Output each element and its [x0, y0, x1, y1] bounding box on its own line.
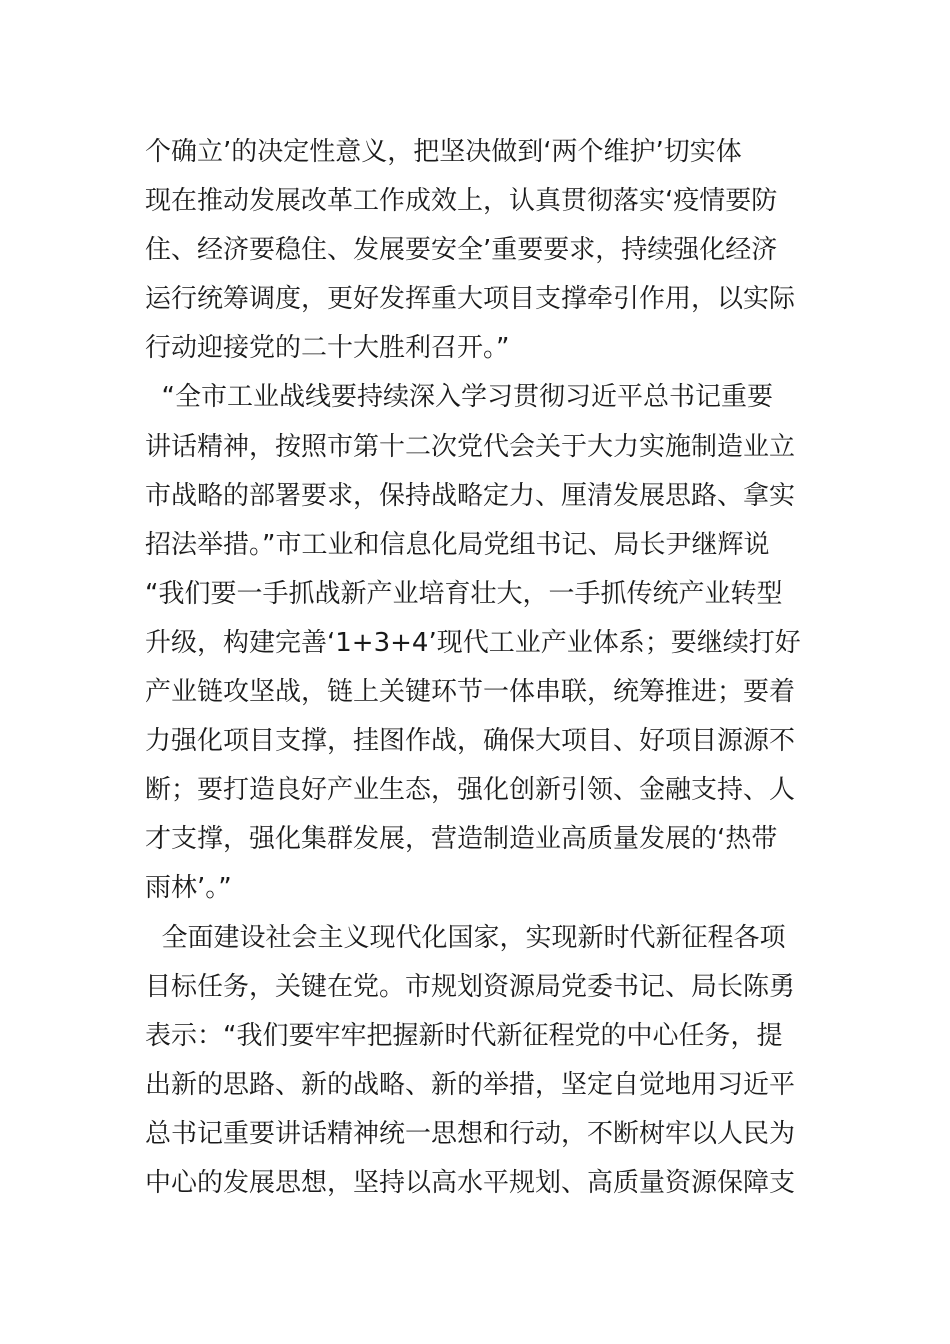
- text-line: 运行统筹调度，更好发挥重大项目支撑牵引作用，以实际: [145, 284, 796, 315]
- text-line: 住、经济要稳住、发展要安全’重要要求，持续强化经济: [145, 235, 778, 266]
- text-line: 总书记重要讲话精神统一思想和行动，不断树牢以人民为: [145, 1118, 796, 1149]
- text-line: 市战略的部署要求，保持战略定力、厘清发展思路、拿实: [145, 480, 796, 511]
- text-line: 雨林’。”: [145, 873, 232, 904]
- text-line: 个确立’的决定性意义，把坚决做到‘两个维护’切实体: [145, 137, 742, 167]
- text-line: 表示：“我们要牢牢把握新时代新征程党的中心任务，提: [145, 1020, 783, 1051]
- text-line: “全市工业战线要持续深入学习贯彻习近平总书记重要: [145, 382, 773, 413]
- body-text: [145, 128, 815, 1208]
- text-line: “我们要一手抓战新产业培育壮大，一手抓传统产业转型: [145, 578, 783, 609]
- text-line: 才支撑，强化集群发展，营造制造业高质量发展的‘热带: [145, 824, 778, 855]
- text-line: 产业链攻坚战，链上关键环节一体串联，统筹推进；要着: [145, 677, 796, 708]
- text-line: 招法举措。”市工业和信息化局党组书记、局长尹继辉说: [145, 529, 770, 560]
- text-line: 全面建设社会主义现代化国家，实现新时代新征程各项: [145, 922, 786, 953]
- text-line: 目标任务，关键在党。市规划资源局党委书记、局长陈勇: [145, 971, 796, 1002]
- text-line: 中心的发展思想，坚持以高水平规划、高质量资源保障支: [145, 1167, 796, 1198]
- text-line: 断；要打造良好产业生态，强化创新引领、金融支持、人: [145, 775, 796, 806]
- text-line: 行动迎接党的二十大胜利召开。”: [145, 333, 510, 364]
- text-line: 出新的思路、新的战略、新的举措，坚定自觉地用习近平: [145, 1069, 796, 1100]
- text-line: 力强化项目支撑，挂图作战，确保大项目、好项目源源不: [145, 726, 796, 757]
- text-line: 升级，构建完善‘1+3+4’现代工业产业体系；要继续打好: [145, 627, 801, 658]
- text-line: 现在推动发展改革工作成效上，认真贯彻落实‘疫情要防: [145, 186, 778, 217]
- text-line: 讲话精神，按照市第十二次党代会关于大力实施制造业立: [145, 431, 796, 462]
